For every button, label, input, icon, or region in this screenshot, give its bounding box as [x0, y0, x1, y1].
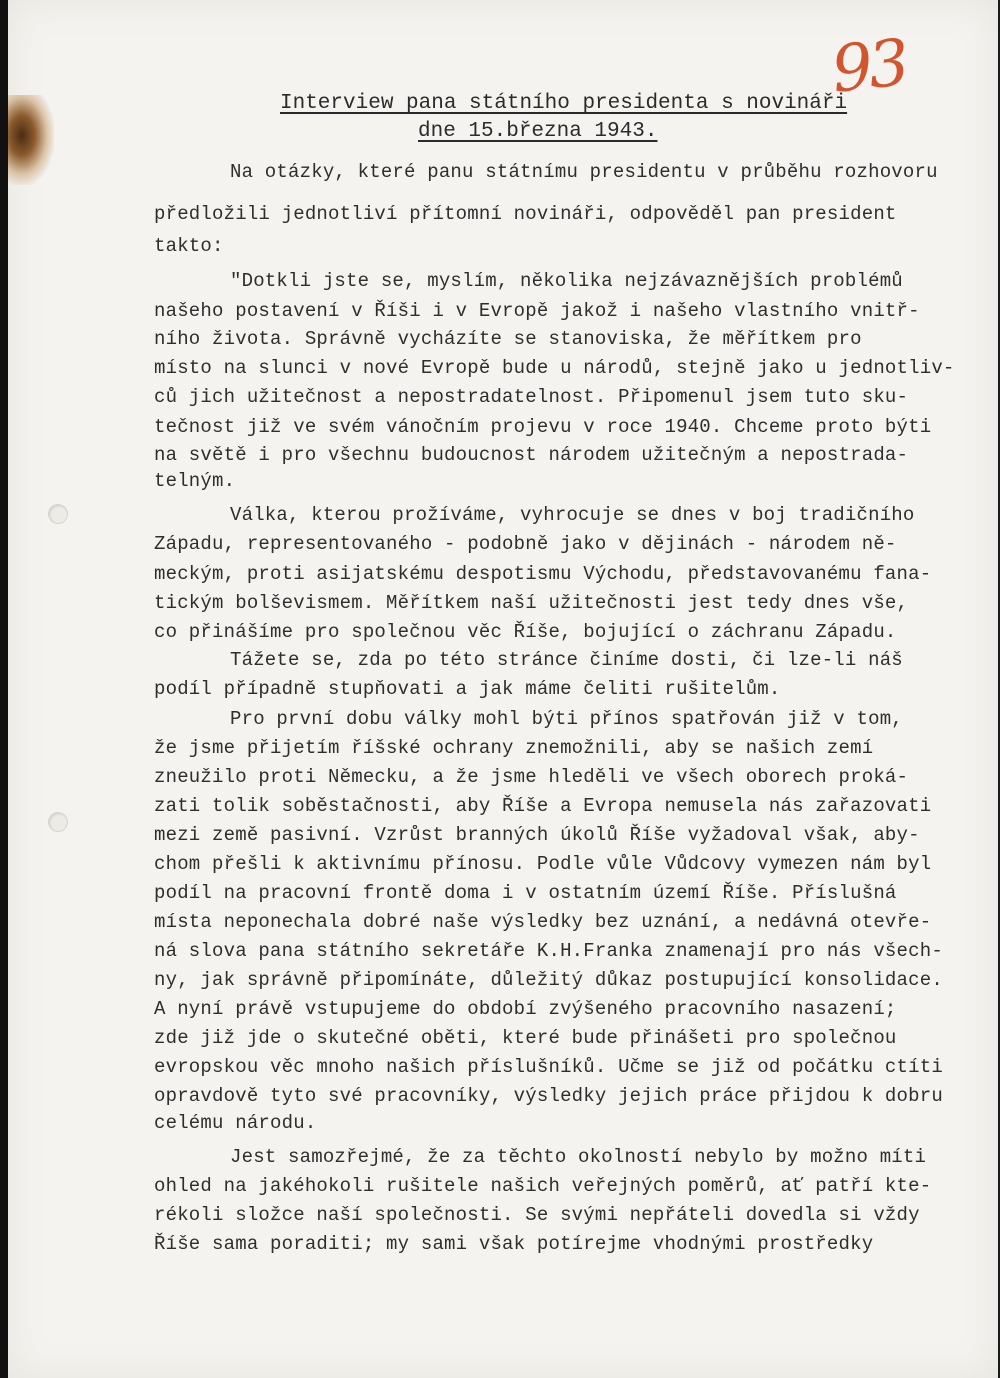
- body-line: Jest samozřejmé, že za těchto okolností nebylo by možno míti: [230, 1146, 927, 1168]
- body-line: chom přešli k aktivnímu přínosu. Podle vůle Vůdcovy vymezen nám byl: [154, 853, 932, 875]
- body-line: podíl případně stupňovati a jak máme čeliti rušitelům.: [154, 678, 781, 700]
- body-line: meckým, proti asijatskému despotismu Východu, představovanému fana-: [154, 563, 932, 585]
- body-line: zde již jde o skutečné oběti, které bude přinášeti pro společnou: [154, 1027, 897, 1049]
- body-line: na světě i pro všechnu budoucnost národem užitečným a nepostrada-: [154, 444, 909, 466]
- body-line: Říše sama poraditi; my sami však potírejme vhodnými prostředky: [154, 1233, 874, 1255]
- body-line: že jsme přijetím říšské ochrany znemožnili, aby se našich zemí: [154, 737, 874, 759]
- body-line: "Dotkli jste se, myslím, několika nejzávaznějších problémů: [230, 270, 903, 292]
- body-line: zneužilo proti Německu, a že jsme hleděli ve všech oborech proká-: [154, 766, 909, 788]
- body-line: ohled na jakéhokoli rušitele našich veřejných poměrů, ať patří kte-: [154, 1175, 932, 1197]
- document-title-line-2: dne 15.března 1943.: [418, 120, 658, 143]
- body-line: takto:: [154, 235, 224, 257]
- document-title-line-1: Interview pana státního presidenta s novináři: [280, 92, 848, 115]
- burn-mark: [8, 95, 54, 185]
- body-line: podíl na pracovní frontě doma i v ostatním území Říše. Příslušná: [154, 882, 897, 904]
- body-line: Pro první dobu války mohl býti přínos spatřován již v tom,: [230, 708, 903, 730]
- handwritten-page-number: 93: [828, 26, 910, 108]
- body-line: tečnost již ve svém vánočním projevu v roce 1940. Chceme proto býti: [154, 416, 932, 438]
- body-line: A nyní právě vstupujeme do období zvýšeného pracovního nasazení;: [154, 998, 897, 1020]
- punch-hole-bottom: [48, 812, 68, 832]
- body-line: místa neponechala dobré naše výsledky bez uznání, a nedávná otevře-: [154, 911, 932, 933]
- body-line: našeho postavení v Říši i v Evropě jakož i našeho vlastního vnitř-: [154, 300, 920, 322]
- body-line: Západu, representovaného - podobně jako v dějinách - národem ně-: [154, 533, 897, 555]
- body-line: ná slova pana státního sekretáře K.H.Franka znamenají pro nás všech-: [154, 940, 943, 962]
- body-line: tickým bolševismem. Měřítkem naší užitečnosti jest tedy dnes vše,: [154, 592, 909, 614]
- body-line: rékoli složce naší společnosti. Se svými nepřáteli dovedla si vždy: [154, 1204, 920, 1226]
- body-line: opravdově tyto své pracovníky, výsledky jejich práce přijdou k dobru: [154, 1085, 943, 1107]
- body-line: Na otázky, které panu státnímu presidentu v průběhu rozhovoru: [230, 161, 938, 183]
- body-line: ny, jak správně připomínáte, důležitý důkaz postupující konsolidace.: [154, 969, 943, 991]
- body-line: předložili jednotliví přítomní novináři, odpověděl pan president: [154, 203, 897, 225]
- punch-hole-top: [48, 504, 68, 524]
- body-line: zati tolik soběstačnosti, aby Říše a Evropa nemusela nás zařazovati: [154, 795, 932, 817]
- body-line: mezi země pasivní. Vzrůst branných úkolů Říše vyžadoval však, aby-: [154, 824, 920, 846]
- body-line: Tážete se, zda po této stránce činíme dosti, či lze-li náš: [230, 649, 903, 671]
- body-line: místo na slunci v nové Evropě bude u národů, stejně jako u jednotliv-: [154, 357, 955, 379]
- body-line: telným.: [154, 470, 236, 492]
- scan-edge: [0, 0, 8, 1378]
- body-line: co přinášíme pro společnou věc Říše, bojující o záchranu Západu.: [154, 621, 897, 643]
- body-line: ců jich užitečnost a nepostradatelnost. Připomenul jsem tuto sku-: [154, 386, 909, 408]
- body-line: Válka, kterou prožíváme, vyhrocuje se dnes v boj tradičního: [230, 504, 915, 526]
- body-line: celému národu.: [154, 1112, 317, 1134]
- body-line: evropskou věc mnoho našich příslušníků. Učme se již od počátku ctíti: [154, 1056, 943, 1078]
- body-line: ního života. Správně vycházíte se stanoviska, že měřítkem pro: [154, 328, 862, 350]
